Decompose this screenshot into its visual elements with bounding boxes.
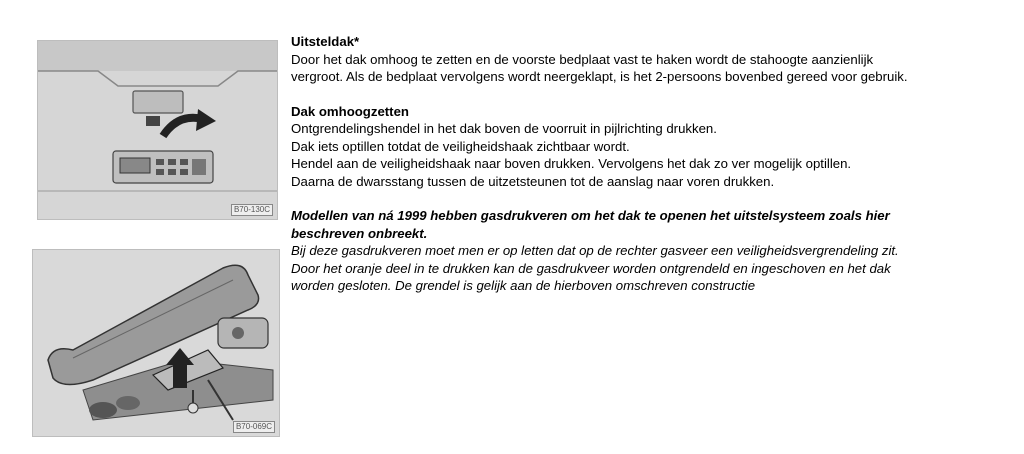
paragraph-line: Bij deze gasdrukveren moet men er op letten dat op de rechter gasveer een veiligheidsvergrendeling zit.	[291, 243, 899, 258]
document-body	[291, 33, 991, 295]
figure-code: B70-069C	[233, 421, 275, 433]
section-heading: Uitsteldak*	[291, 34, 360, 49]
figure-roof-release	[37, 40, 278, 220]
roof-console-illustration	[38, 41, 277, 219]
figure-safety-latch	[32, 249, 280, 437]
section-heading: Dak omhoogzetten	[291, 103, 409, 119]
figure-code: B70-130C	[231, 204, 273, 216]
paragraph-line: worden gesloten. De grendel is gelijk aan de hierboven omschreven constructie	[291, 278, 756, 293]
paragraph-line: Ontgrendelingshendel in het dak boven de voorruit in pijlrichting drukken.	[291, 121, 717, 136]
section-heading: Modellen van ná 1999 hebben gasdrukveren om het dak te openen het uitstelsysteem zoals hier	[291, 208, 890, 223]
paragraph-line: Daarna de dwarsstang tussen de uitzetsteunen tot de aanslag naar voren drukken.	[291, 173, 775, 189]
paragraph-line: Door het dak omhoog te zetten en de voorste bedplaat vast te haken wordt de stahoogte aanzienlijk	[291, 51, 874, 67]
paragraph-line: Dak iets optillen totdat de veiligheidshaak zichtbaar wordt.	[291, 138, 630, 154]
paragraph-line: Hendel aan de veiligheidshaak naar boven drukken. Vervolgens het dak zo ver mogelijk optillen.	[291, 156, 852, 171]
safety-latch-illustration	[33, 250, 279, 436]
section-heading: beschreven onbreekt.	[291, 225, 428, 241]
paragraph-line: vergroot. Als de bedplaat vervolgens wordt neergeklapt, is het 2-persoons bovenbed gereed voor gebruik.	[291, 69, 908, 84]
paragraph-line: Door het oranje deel in te drukken kan de gasdrukveer worden ontgrendeld en ingeschoven en het dak	[291, 260, 891, 276]
